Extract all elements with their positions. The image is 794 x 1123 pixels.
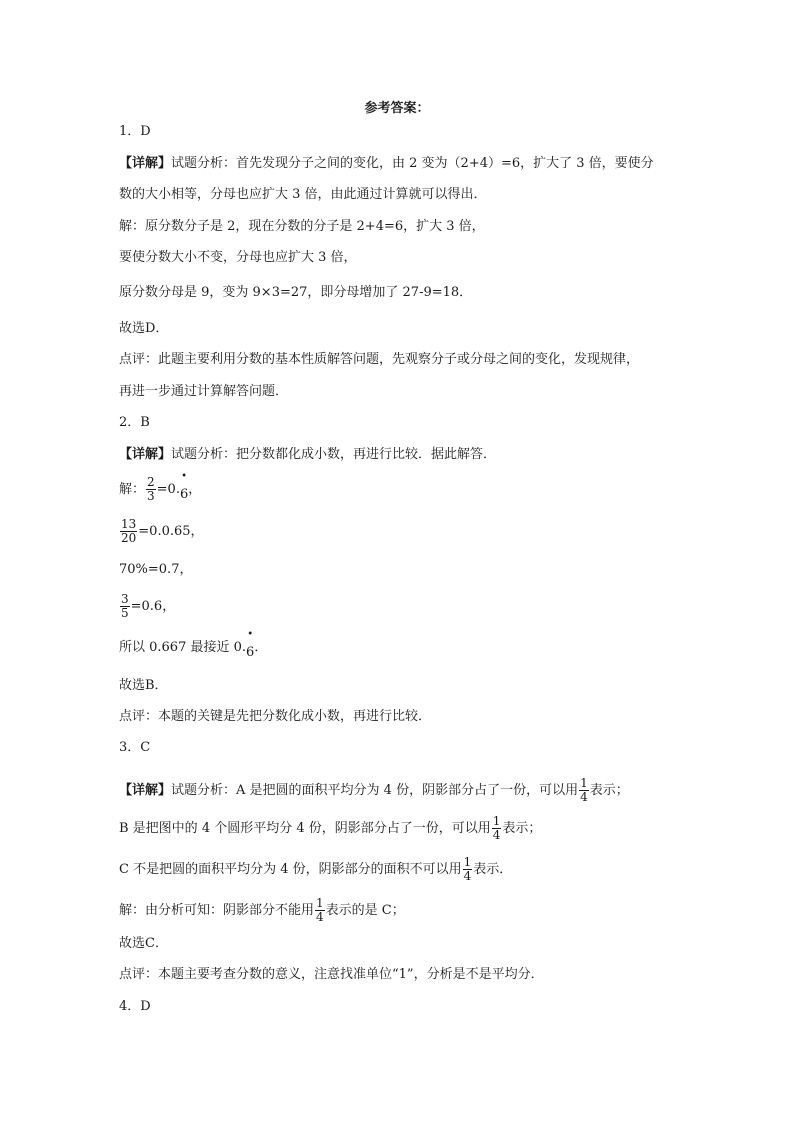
repeat-dot-icon: • bbox=[181, 471, 188, 482]
punctuation: ． bbox=[254, 640, 268, 655]
q3-solution-text: 解：由分析可知：阴影部分不能用 bbox=[119, 903, 315, 918]
q3-analysis-text-3: C 不是把圆的面积平均分为 4 份，阴影部分的面积不可以用 bbox=[119, 862, 462, 877]
q1-analysis-line-1 bbox=[119, 154, 654, 174]
q2-answer: 2．B bbox=[119, 415, 150, 430]
q3-analysis-text-2-end: 表示； bbox=[502, 821, 542, 836]
q3-analysis-text-1-end: 表示； bbox=[589, 783, 629, 798]
q2-solution-fraction-1 bbox=[119, 471, 202, 503]
q1-choice: 故选D． bbox=[119, 321, 169, 336]
q3-analysis-line-3 bbox=[119, 856, 512, 883]
fraction-denominator: 4 bbox=[463, 869, 472, 883]
q3-analysis-line-2 bbox=[119, 815, 541, 842]
fraction-1-4 bbox=[315, 897, 325, 924]
q2-analysis-text: 试题分析：把分数都化成小数，再进行比较．据此解答． bbox=[171, 447, 497, 462]
fraction-3-5 bbox=[120, 593, 130, 620]
q1-analysis-line-2: 数的大小相等，分母也应扩大 3 倍，由此通过计算就可以得出． bbox=[119, 187, 487, 202]
q1-comment-line-1: 点评：此题主要利用分数的基本性质解答问题，先观察分子或分母之间的变化，发现规律， bbox=[119, 352, 640, 367]
fraction-denominator: 4 bbox=[316, 910, 324, 924]
q3-analysis-text-2: B 是把图中的 4 个圆形平均分 4 份，阴影部分占了一份，可以用 bbox=[119, 821, 491, 836]
q3-comment: 点评：本题主要考查分数的意义，注意找准单位“1”，分析是不是平均分． bbox=[119, 967, 544, 982]
q2-comment: 点评：本题的关键是先把分数化成小数，再进行比较． bbox=[119, 709, 432, 724]
q1-solution-line-3: 原分数分母是 9，变为 9×3=27，即分母增加了 27-9=18． bbox=[119, 285, 473, 300]
repeat-dot-icon: • bbox=[247, 629, 254, 640]
q2-solution-fraction-2 bbox=[119, 518, 204, 545]
q1-detail-tag: 【详解】 bbox=[119, 156, 172, 171]
q1-comment-line-2: 再进一步通过计算解答问题． bbox=[119, 384, 289, 399]
repeating-digit bbox=[246, 629, 255, 660]
fraction-numerator: 1 bbox=[316, 896, 324, 910]
q3-choice: 故选C． bbox=[119, 936, 168, 951]
q1-analysis-text-1: 试题分析：首先发现分子之间的变化，由 2 变为（2+4）=6，扩大了 3 倍，要使分 bbox=[171, 156, 654, 171]
repeating-digit-value: 6 bbox=[246, 645, 255, 660]
fraction-numerator: 1 bbox=[580, 776, 588, 790]
punctuation: ， bbox=[188, 482, 202, 497]
fraction-1-4 bbox=[579, 777, 589, 804]
repeating-digit bbox=[179, 471, 189, 502]
equals-decimal: =0.6， bbox=[130, 599, 176, 614]
equals-decimal: =0. bbox=[156, 482, 180, 497]
q4-answer: 4．D bbox=[119, 999, 151, 1014]
q3-analysis-line-1 bbox=[119, 777, 629, 804]
fraction-2-3 bbox=[146, 476, 156, 503]
q2-solution-prefix: 解： bbox=[119, 482, 146, 497]
q3-solution-text-end: 表示的是 C； bbox=[325, 903, 405, 918]
q2-solution-percent: 70%=0.7， bbox=[119, 562, 193, 577]
fraction-denominator: 20 bbox=[121, 531, 137, 545]
fraction-13-20 bbox=[120, 518, 137, 545]
fraction-1-4 bbox=[463, 856, 473, 883]
fraction-denominator: 4 bbox=[492, 828, 501, 842]
q3-analysis-text-1: 试题分析：A 是把圆的面积平均分为 4 份，阴影部分占了一份，可以用 bbox=[171, 783, 579, 798]
q2-conclusion bbox=[119, 629, 268, 660]
q3-analysis-text-3-end: 表示． bbox=[473, 862, 513, 877]
q2-choice: 故选B． bbox=[119, 678, 168, 693]
q1-answer: 1．D bbox=[119, 124, 151, 139]
fraction-numerator: 13 bbox=[121, 517, 137, 531]
fraction-numerator: 3 bbox=[121, 592, 129, 606]
q3-detail-tag: 【详解】 bbox=[119, 783, 172, 798]
fraction-numerator: 1 bbox=[463, 855, 472, 869]
repeating-digit-value: 6 bbox=[179, 487, 189, 502]
page-title: 参考答案： bbox=[364, 101, 430, 116]
fraction-denominator: 4 bbox=[580, 790, 588, 804]
fraction-numerator: 2 bbox=[147, 475, 155, 489]
q1-solution-line-1: 解：原分数分子是 2，现在分数的分子是 2+4=6，扩大 3 倍， bbox=[119, 219, 485, 234]
fraction-1-4 bbox=[492, 815, 502, 842]
q2-analysis-line bbox=[119, 445, 496, 465]
fraction-denominator: 3 bbox=[147, 489, 155, 503]
fraction-denominator: 5 bbox=[121, 606, 129, 620]
q1-solution-line-2: 要使分数大小不变，分母也应扩大 3 倍， bbox=[119, 250, 357, 265]
q3-answer: 3．C bbox=[119, 740, 151, 755]
q2-detail-tag: 【详解】 bbox=[119, 447, 172, 462]
conclusion-text: 所以 0.667 最接近 0. bbox=[119, 640, 247, 655]
q3-solution-line bbox=[119, 897, 405, 924]
fraction-numerator: 1 bbox=[492, 814, 501, 828]
equals-decimal: =0.0.65， bbox=[138, 524, 204, 539]
q2-solution-fraction-3 bbox=[119, 593, 175, 620]
